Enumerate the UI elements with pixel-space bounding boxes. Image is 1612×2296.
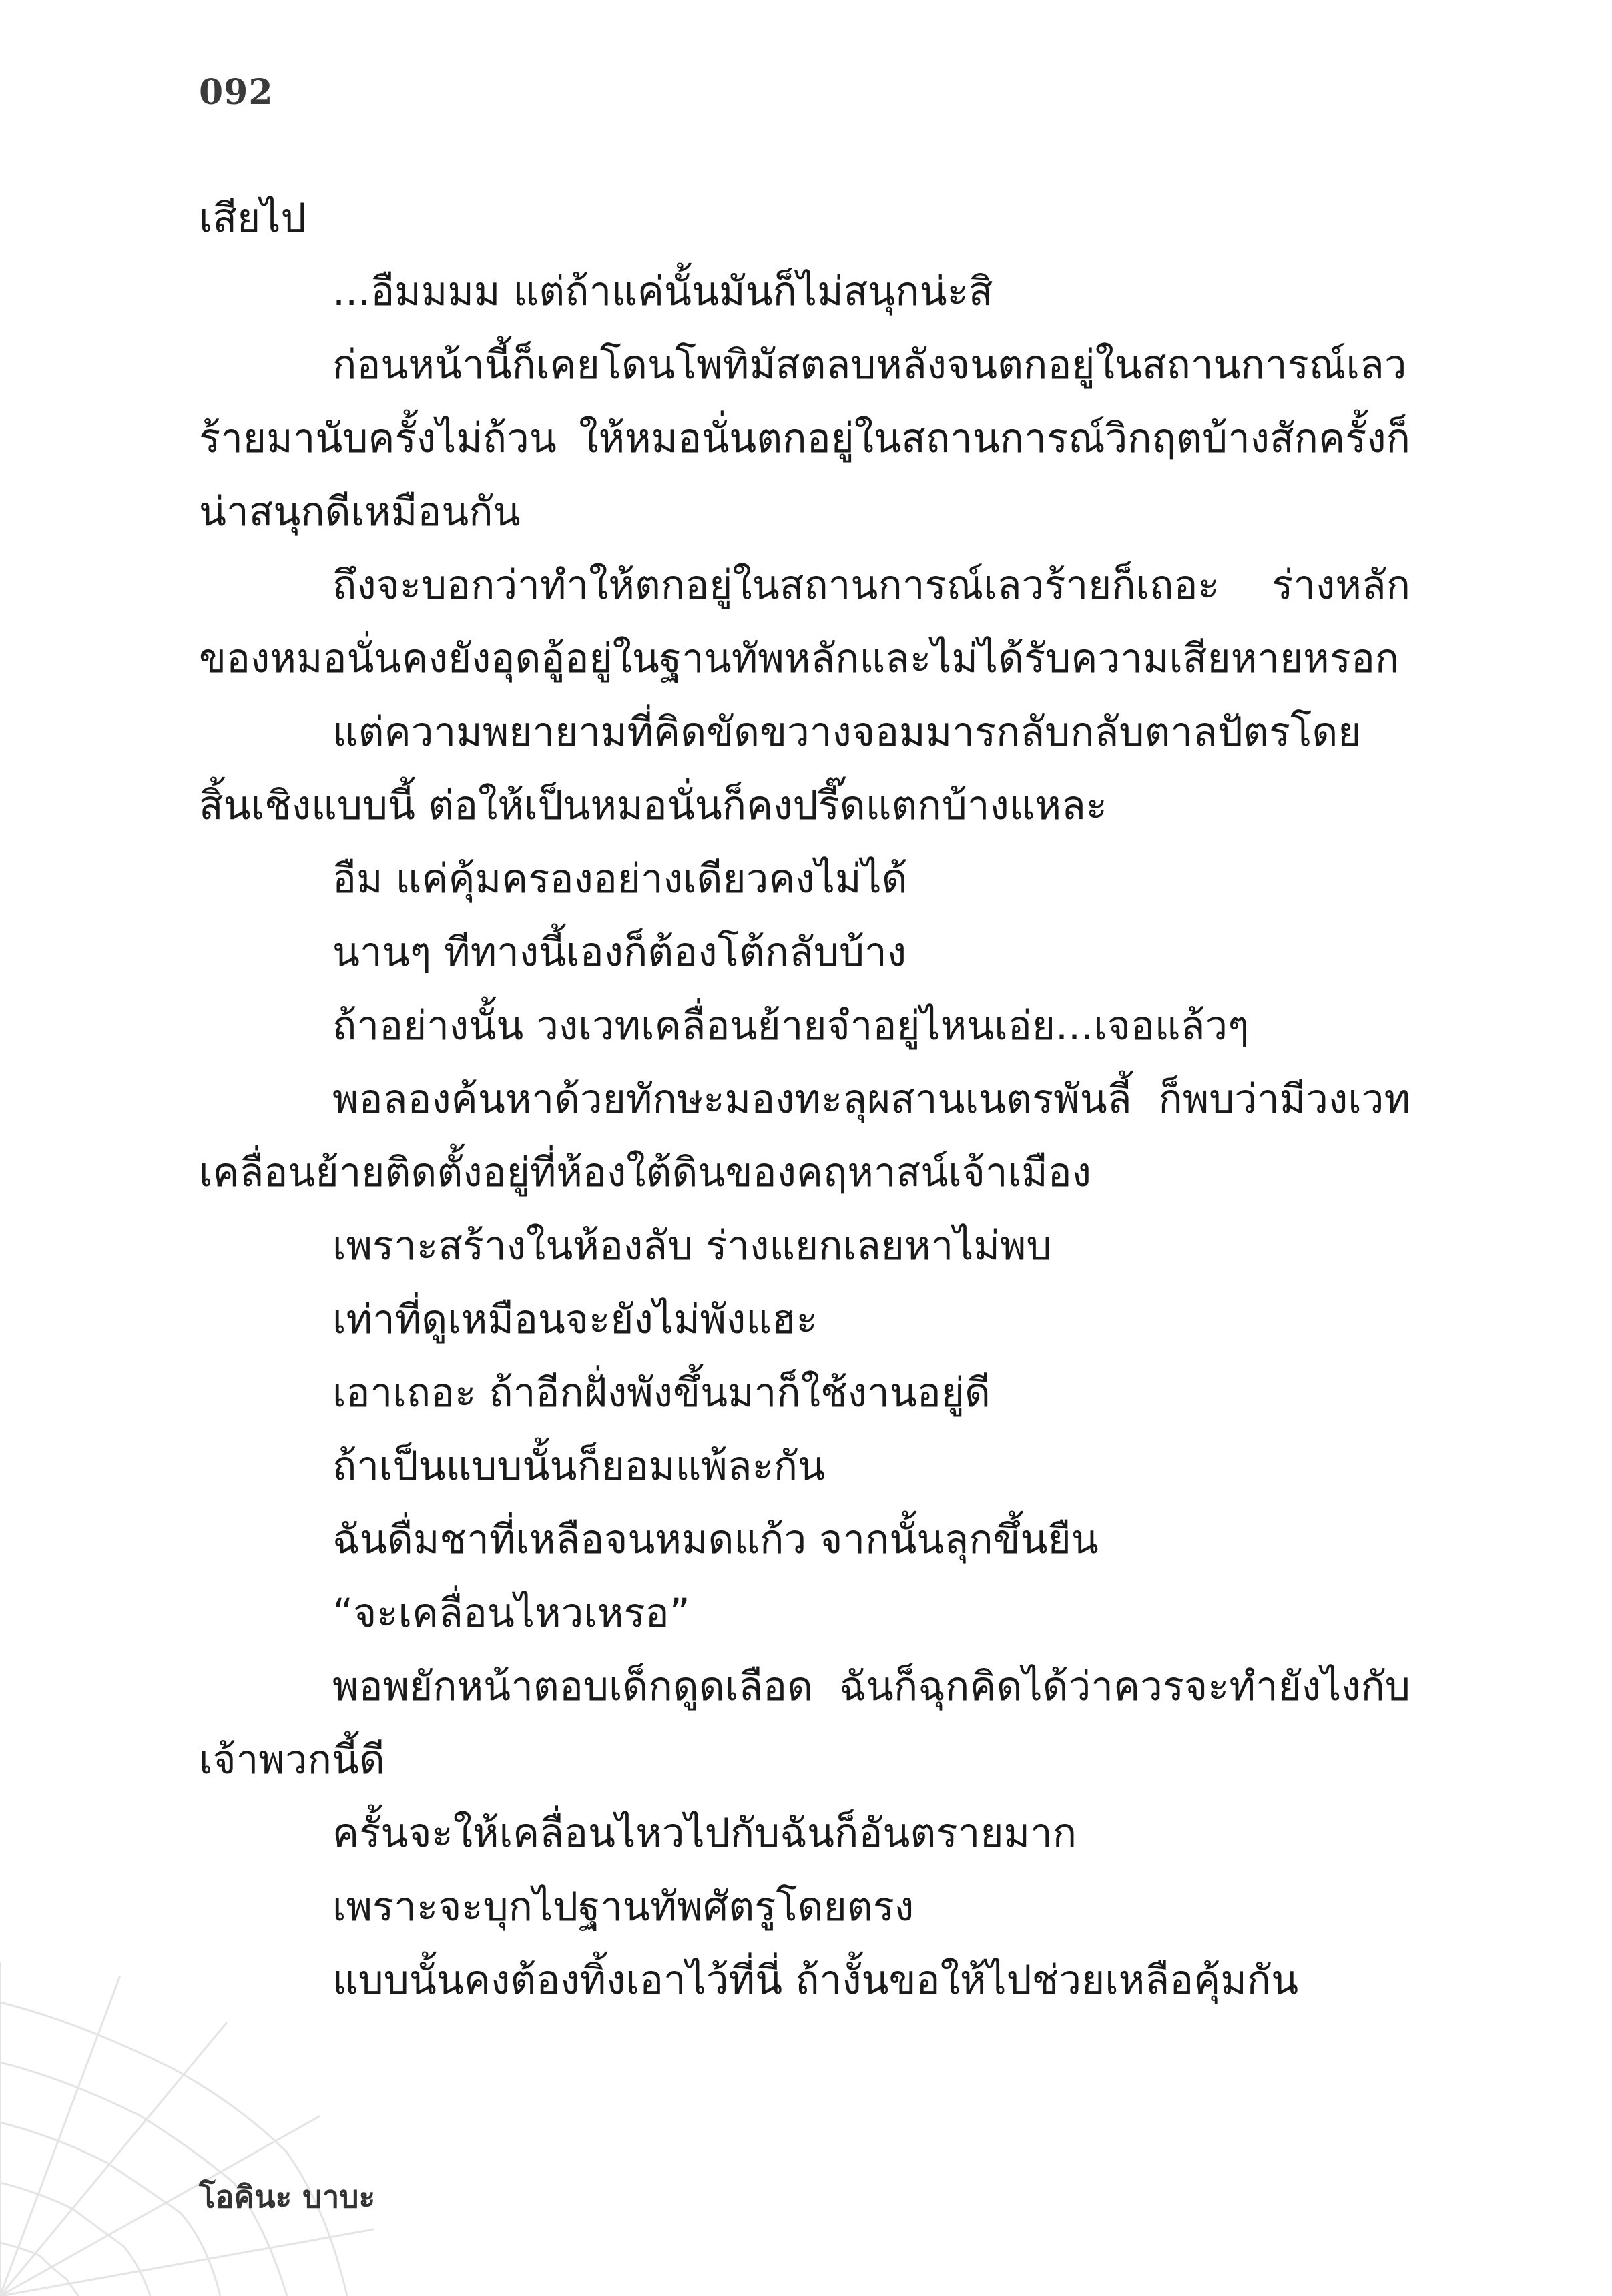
- paragraph: เพราะจะบุกไปฐานทัพศัตรูโดยตรง: [332, 1884, 914, 1930]
- paragraph: อืม แค่คุ้มครองอย่างเดียวคงไม่ได้: [332, 856, 908, 902]
- body-text: [199, 182, 1410, 2017]
- page-number: 092: [199, 72, 274, 113]
- paragraph: ฉันดื่มชาที่เหลือจนหมดแก้ว จากนั้นลุกขึ้นยืน: [332, 1516, 1099, 1563]
- paragraph: เสียไป: [199, 195, 306, 242]
- paragraph: แต่ความพยายามที่คิดขัดขวางจอมมารกลับกลับตาลปัตรโดยสิ้นเชิงแบบนี้ ต่อให้เป็นหมอนั่นก็คงปรี๊ดแตกบ้างแหละ: [199, 709, 1362, 829]
- paragraph: ถ้าเป็นแบบนั้นก็ยอมแพ้ละกัน: [332, 1443, 826, 1490]
- paragraph: เพราะสร้างในห้องลับ ร่างแยกเลยหาไม่พบ: [332, 1223, 1052, 1269]
- paragraph: แบบนั้นคงต้องทิ้งเอาไว้ที่นี่ ถ้างั้นขอให้ไปช่วยเหลือคุ้มกัน: [332, 1957, 1299, 2004]
- paragraph: ก่อนหน้านี้ก็เคยโดนโพทิมัสตลบหลังจนตกอยู่ในสถานการณ์เลวร้ายมานับครั้งไม่ถ้วน ให้หมอนั่นตกอยู่ในสถานการณ์วิกฤตบ้างสักครั้งก็น่าสนุกดีเหมือนกัน: [199, 342, 1410, 535]
- paragraph: เท่าที่ดูเหมือนจะยังไม่พังแฮะ: [332, 1296, 818, 1343]
- paragraph: นานๆ ทีทางนี้เองก็ต้องโต้กลับบ้าง: [332, 929, 907, 976]
- paragraph: ครั้นจะให้เคลื่อนไหวไปกับฉันก็อันตรายมาก: [332, 1810, 1077, 1857]
- paragraph: พอพยักหน้าตอบเด็กดูดเลือด ฉันก็ฉุกคิดได้ว่าควรจะทำยังไงกับเจ้าพวกนี้ดี: [199, 1663, 1410, 1783]
- author-name: โอคินะ บาบะ: [199, 2179, 376, 2215]
- paragraph: “จะเคลื่อนไหวเหรอ”: [332, 1590, 690, 1637]
- paragraph: เอาเถอะ ถ้าอีกฝั่งพังขึ้นมาก็ใช้งานอยู่ดี: [332, 1370, 991, 1416]
- spider-web-decoration: [0, 1962, 374, 2296]
- paragraph: พอลองค้นหาด้วยทักษะมองทะลุผสานเนตรพันลี้ ก็พบว่ามีวงเวทเคลื่อนย้ายติดตั้งอยู่ที่ห้องใต้ดินของคฤหาสน์เจ้าเมือง: [199, 1076, 1410, 1196]
- paragraph: ถึงจะบอกว่าทำให้ตกอยู่ในสถานการณ์เลวร้ายก็เถอะ ร่างหลักของหมอนั่นคงยังอุดอู้อยู่ในฐานทัพหลักและไม่ได้รับความเสียหายหรอก: [199, 562, 1410, 682]
- paragraph: ...อืมมมม แต่ถ้าแค่นั้นมันก็ไม่สนุกน่ะสิ: [332, 268, 993, 315]
- paragraph: ถ้าอย่างนั้น วงเวทเคลื่อนย้ายจำอยู่ไหนเอ่ย...เจอแล้วๆ: [332, 1002, 1250, 1049]
